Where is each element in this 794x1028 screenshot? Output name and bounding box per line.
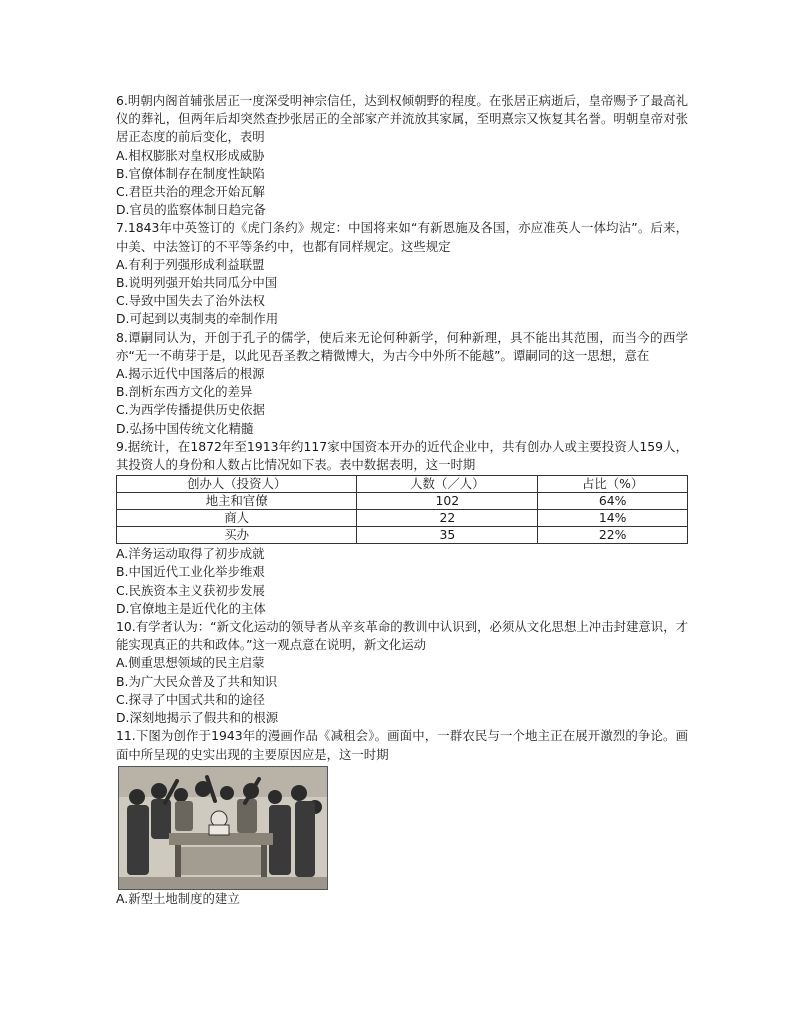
column-header: 创办人（投资人） [117,476,357,493]
option-a: A.揭示近代中国落后的根源 [116,366,265,382]
table-cell: 买办 [117,527,357,544]
table-row [117,510,688,527]
option-b: B.剖析东西方文化的差异 [116,384,253,400]
cartoon-image [118,766,328,890]
table-cell: 商人 [117,510,357,527]
option-b: B.中国近代工业化举步维艰 [116,564,265,580]
question-10 [116,618,688,727]
table-cell: 22% [538,527,688,544]
table-row [117,527,688,544]
option-b: B.为广大民众普及了共和知识 [116,673,278,689]
question-stem: 8.谭嗣同认为，开创于孔子的儒学，使后来无论何种新学，何种新理，具不能出其范围，而当今的西学亦“无一不萌芽于是，以此见吾圣教之精微博大，为古今中外所不能越”。谭嗣同的这一思想，意在 [116,329,688,363]
option-d: D.可起到以夷制夷的牵制作用 [116,311,279,327]
column-header: 占比（%） [538,476,688,493]
table-cell: 22 [357,510,538,527]
option-a: A.洋务运动取得了初步成就 [116,546,265,562]
question-stem: 9.据统计，在1872年至1913年约117家中国资本开办的近代企业中，共有创办人或主要投资人159人，其投资人的身份和人数占比情况如下表。表中数据表明，这一时期 [116,438,688,473]
option-b: B.官僚体制存在制度性缺陷 [116,165,265,181]
option-d: D.官员的监察体制日趋完备 [116,202,266,218]
option-a: A.有利于列强形成利益联盟 [116,256,265,272]
table-cell: 102 [357,493,538,510]
option-c: C.导致中国失去了治外法权 [116,293,265,309]
option-c: C.探寻了中国式共和的途径 [116,691,265,707]
option-a: A.相权膨胀对皇权形成威胁 [116,147,265,163]
table-header-row [117,476,688,493]
option-d: D.弘扬中国传统文化精髓 [116,420,254,436]
question-6 [116,92,688,219]
question-stem: 11.下图为创作于1943年的漫画作品《减租会》。画面中，一群农民与一个地主正在展开激烈的争论。画面中所呈现的史实出现的主要原因应是，这一时期 [116,728,688,762]
question-9 [116,438,688,618]
question-11 [116,727,688,908]
question-stem: 10.有学者认为：“新文化运动的领导者从辛亥革命的教训中认识到，必须从文化思想上冲击封建意识，才能实现真正的共和政体。”这一观点意在说明，新文化运动 [116,619,688,653]
cartoon-illustration [119,767,327,889]
option-c: C.为西学传播提供历史依据 [116,402,265,418]
table-cell: 14% [538,510,688,527]
option-c: C.民族资本主义获初步发展 [116,582,265,598]
table-cell: 35 [357,527,538,544]
question-stem: 7.1843年中英签订的《虎门条约》规定：中国将来如“有新恩施及各国，亦应准英人一体均沾”。后来，中美、中法签订的不平等条约中，也都有同样规定。这些规定 [116,220,688,254]
question-8 [116,329,688,438]
option-a: A.新型土地制度的建立 [116,890,240,906]
question-7 [116,219,688,328]
table-row [117,493,688,510]
option-a: A.侧重思想领域的民主启蒙 [116,655,265,671]
option-d: D.官僚地主是近代化的主体 [116,600,266,616]
option-b: B.说明列强开始共同瓜分中国 [116,275,278,291]
question-stem: 6.明朝内阁首辅张居正一度深受明神宗信任，达到权倾朝野的程度。在张居正病逝后，皇帝赐予了最高礼仪的葬礼，但两年后却突然查抄张居正的全部家产并流放其家属，至明熹宗又恢复其名誉。明朝皇帝对张居正态度的前后变化，表明 [116,93,688,145]
table-cell: 64% [538,493,688,510]
option-d: D.深刻地揭示了假共和的根源 [116,710,279,726]
investor-table [116,475,688,544]
column-header: 人数（／人） [357,476,538,493]
table-cell: 地主和官僚 [117,493,357,510]
exam-page [116,92,688,908]
option-c: C.君臣共治的理念开始瓦解 [116,184,265,200]
